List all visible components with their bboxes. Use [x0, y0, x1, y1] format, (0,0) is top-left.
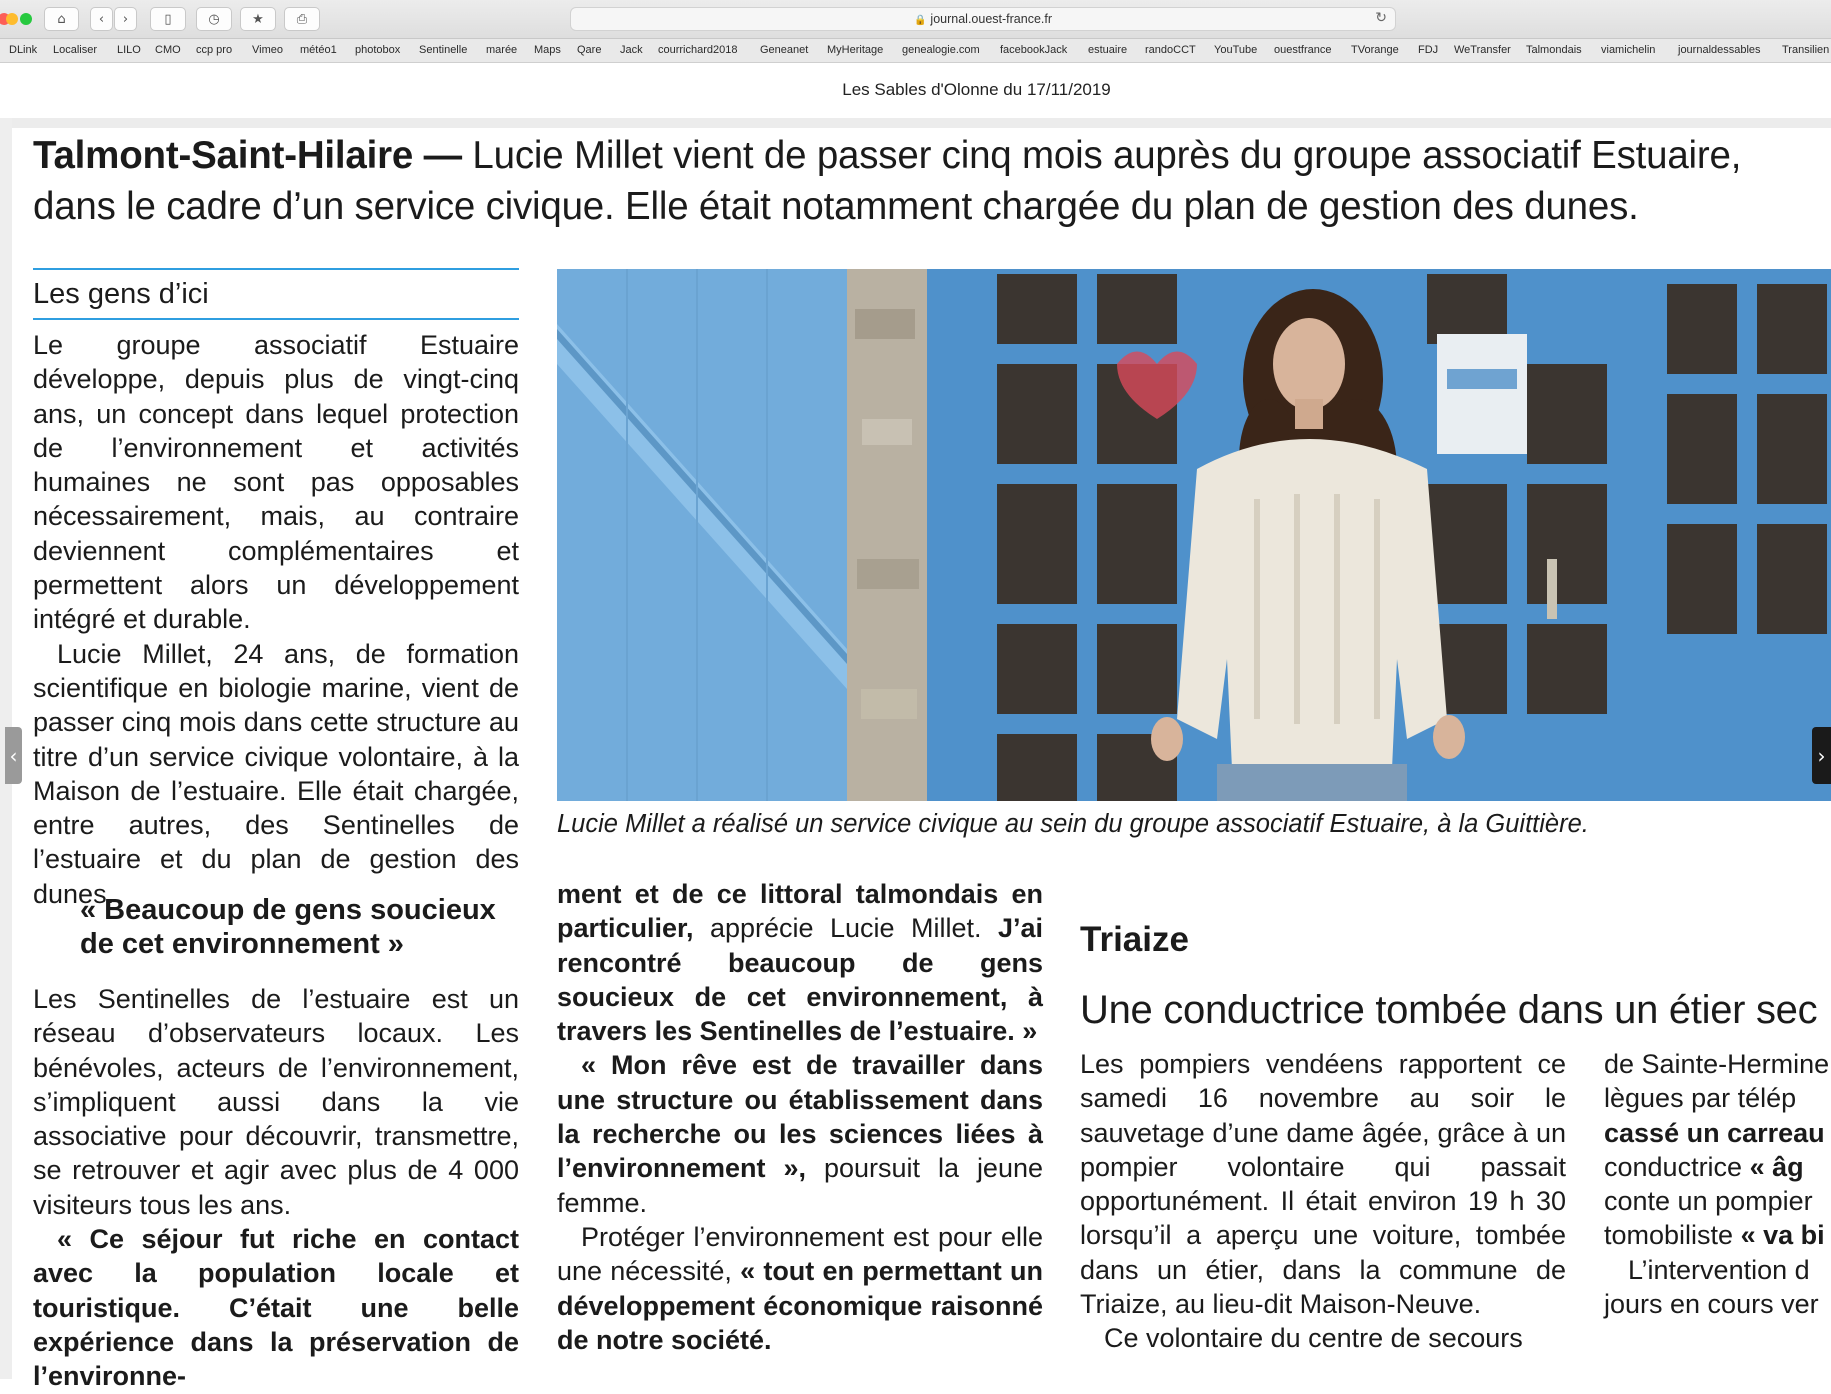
- article-headline: [33, 130, 1823, 232]
- bookmark-item[interactable]: LILO: [117, 44, 141, 56]
- bookmark-item[interactable]: Jack: [620, 44, 643, 56]
- column-4-cropped: [1604, 1047, 1831, 1321]
- bookmark-item[interactable]: DLink: [9, 44, 38, 56]
- quote-text: J’ai rencontré beaucoup de gens soucieux de cet environnement, à travers les Sentinelles de l’estuaire. »: [557, 913, 1043, 1047]
- url-text: journal.ouest-france.fr: [930, 12, 1053, 26]
- text-line: de Sainte-Hermine: [1604, 1049, 1830, 1079]
- paragraph: Ce volontaire du centre de secours: [1104, 1323, 1523, 1354]
- print-icon[interactable]: ⎙: [284, 7, 320, 31]
- bookmark-item[interactable]: genealogie.com: [902, 44, 980, 56]
- section-location-label: Triaize: [1080, 920, 1189, 959]
- bookmark-item[interactable]: Qare: [577, 44, 602, 56]
- text-line: [1604, 1218, 1831, 1252]
- bookmark-item[interactable]: YouTube: [1214, 44, 1258, 56]
- quote-text: « tout en permettant un développement économique raisonné de notre société.: [557, 1256, 1043, 1355]
- history-icon[interactable]: ◷: [196, 7, 232, 31]
- photo-caption: Lucie Millet a réalisé un service civique au sein du groupe associatif Estuaire, à la Guittière.: [557, 810, 1589, 838]
- text-fragment: tomobiliste: [1604, 1220, 1741, 1251]
- bookmark-item[interactable]: photobox: [355, 44, 401, 56]
- text-line: conte un pompier: [1604, 1186, 1813, 1217]
- edition-date: Les Sables d'Olonne du 17/11/2019: [842, 80, 1111, 99]
- rubric-title: Les gens d’ici: [33, 278, 209, 310]
- bookmark-item[interactable]: facebookJack: [1000, 44, 1068, 56]
- photo-illustration: [557, 269, 1831, 801]
- back-button[interactable]: ‹: [90, 7, 113, 31]
- previous-page-arrow-icon[interactable]: ‹: [5, 727, 22, 784]
- column-2: [557, 877, 1043, 1357]
- paragraph: Lucie Millet, 24 ans, de formation scientifique en biologie marine, vient de passer cinq mois dans cette structure au titre d’un service civique volontaire, à la Maison de l’estuaire. Elle était chargée, entre autres, des Sentinelles de l’estuaire et du plan de gestion des dunes.: [33, 638, 519, 909]
- column-1-continued: [33, 982, 519, 1394]
- quote-text: « Mon rêve est de travailler dans une structure ou établissement dans la recherche ou les sciences liées à l’environnement »,: [557, 1050, 1043, 1184]
- bookmark-item[interactable]: Maps: [534, 44, 561, 56]
- minimize-window-button[interactable]: [6, 13, 18, 25]
- second-article-title: Une conductrice tombée dans un étier sec: [1080, 988, 1818, 1032]
- bookmark-item[interactable]: randoCCT: [1145, 44, 1196, 56]
- text-fragment: conductrice: [1604, 1151, 1750, 1182]
- text-line: jours en cours ver: [1604, 1289, 1819, 1320]
- paragraph: [557, 1220, 1043, 1357]
- bookmark-item[interactable]: TVorange: [1351, 44, 1399, 56]
- bookmark-item[interactable]: ccp pro: [196, 44, 233, 56]
- bookmark-item[interactable]: ouestfrance: [1274, 44, 1332, 56]
- bookmark-item[interactable]: CMO: [155, 44, 181, 56]
- paragraph: Le groupe associatif Estuaire développe, depuis plus de vingt-cinq ans, un concept dans lequel protection de l’environnement et activités humaines ne sont pas opposables nécessairement, mais, au contraire deviennent complémentaires et permettent alors un développement intégré et durable.: [33, 330, 519, 635]
- bookmark-item[interactable]: Talmondais: [1526, 44, 1582, 56]
- text-line: lègues par télép: [1604, 1083, 1797, 1114]
- bookmark-item[interactable]: Sentinelle: [419, 44, 468, 56]
- bookmark-item[interactable]: viamichelin: [1601, 44, 1656, 56]
- paragraph: Les Sentinelles de l’estuaire est un réseau d’observateurs locaux. Les bénévoles, acteurs de l’environnement, s’impliquent aussi dans la vie associative pour découvrir, transmettre, se retrouver et agir avec plus de 4 000 visiteurs tous les ans.: [33, 984, 519, 1220]
- zoom-window-button[interactable]: [20, 13, 32, 25]
- bookmark-item[interactable]: estuaire: [1088, 44, 1128, 56]
- bookmark-item[interactable]: Vimeo: [252, 44, 283, 56]
- headline-location: Talmont-Saint-Hilaire —: [33, 134, 462, 177]
- bookmark-star-icon[interactable]: ★: [240, 7, 276, 31]
- address-bar[interactable]: [570, 7, 1396, 31]
- browser-toolbar: [0, 0, 1831, 39]
- bookmark-item[interactable]: marée: [486, 44, 518, 56]
- attribution-text: poursuit la jeune femme.: [557, 1153, 1044, 1218]
- paragraph-quote: « Ce séjour fut riche en contact avec la population locale et touristique. C’était une belle expérience dans la préservation de l’environne-: [33, 1224, 519, 1392]
- headline-text: Lucie Millet vient de passer cinq mois auprès du groupe associatif Estuaire, dans le cadre d’un service civique. Elle était notamment chargée du plan de gestion des dunes.: [33, 134, 1742, 228]
- sidebar-icon[interactable]: ▯: [150, 7, 186, 31]
- bold-text: cassé un carreau: [1604, 1117, 1825, 1148]
- bold-text: « âg: [1749, 1151, 1804, 1182]
- text-line: [1604, 1150, 1831, 1184]
- text-line: L’intervention d: [1628, 1254, 1810, 1285]
- page-top-strip: [0, 118, 1831, 128]
- bookmark-item[interactable]: météo1: [300, 44, 337, 56]
- next-page-arrow-icon[interactable]: ›: [1812, 727, 1831, 784]
- intertitle-quote: « Beaucoup de gens soucieux de cet environnement »: [80, 894, 496, 960]
- paragraph-text: Protéger l’environnement est pour elle une nécessité,: [557, 1221, 1043, 1287]
- bold-text: « va bi: [1740, 1220, 1825, 1251]
- attribution-text: apprécie Lucie Millet.: [693, 913, 998, 944]
- bookmark-item[interactable]: Transilien: [1782, 44, 1830, 56]
- bookmark-item[interactable]: Geneanet: [760, 44, 809, 56]
- bookmark-item[interactable]: courrichard2018: [658, 44, 738, 56]
- article-photo: [557, 269, 1831, 801]
- bookmark-item[interactable]: journaldessables: [1678, 44, 1761, 56]
- quote-text: ment et de ce littoral talmondais en particulier,: [557, 879, 1043, 944]
- forward-button[interactable]: ›: [114, 7, 137, 31]
- column-3: [1080, 1047, 1566, 1356]
- bookmark-item[interactable]: FDJ: [1418, 44, 1439, 56]
- bookmark-item[interactable]: WeTransfer: [1454, 44, 1511, 56]
- rubric-bottom-rule: [33, 318, 519, 320]
- paragraph: [557, 877, 1043, 1048]
- reload-icon[interactable]: ↻: [1375, 10, 1387, 26]
- home-icon[interactable]: ⌂: [44, 7, 79, 31]
- text-line: [1604, 1116, 1831, 1150]
- bookmark-item[interactable]: Localiser: [53, 44, 98, 56]
- lock-icon: 🔒: [913, 15, 927, 26]
- bookmark-item[interactable]: MyHeritage: [827, 44, 884, 56]
- paragraph: Les pompiers vendéens rapportent ce samedi 16 novembre au soir le sauvetage d’une dame âgée, grâce à un pompier volontaire qui passait opportunément. Il était environ 19 h 30 lorsqu’il a aperçu une voiture, tombée dans un étier, dans la commune de Triaize, au lieu-dit Maison-Neuve.: [1080, 1049, 1566, 1320]
- rubric-top-rule: [33, 268, 519, 270]
- bookmarks-bar: [0, 39, 1831, 63]
- paragraph: [557, 1048, 1043, 1219]
- column-1: [33, 328, 519, 911]
